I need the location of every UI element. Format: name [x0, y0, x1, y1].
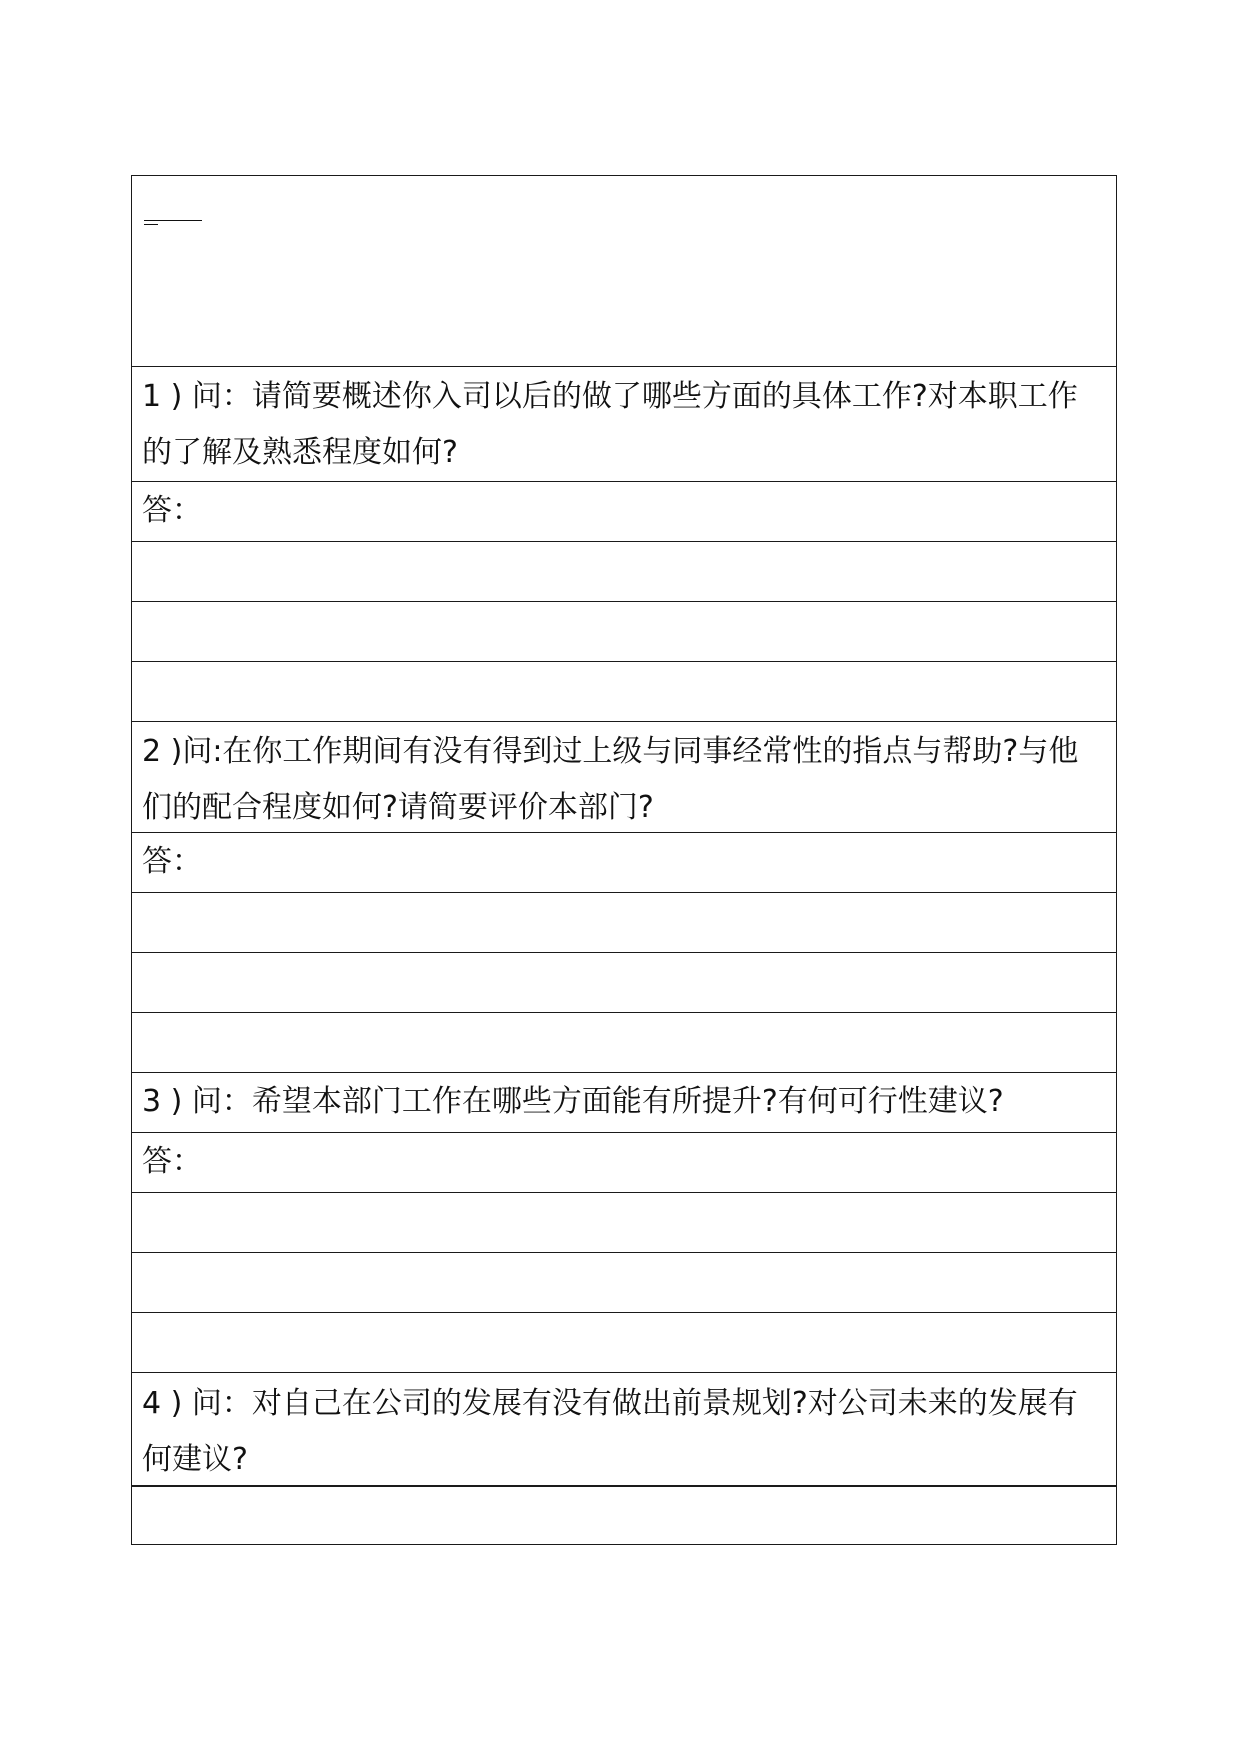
answer-3-line[interactable] [132, 1192, 1116, 1252]
header-cell [132, 176, 1116, 366]
answer-1-label: 答： [142, 493, 202, 528]
review-form-table [131, 175, 1117, 1545]
answer-1-line[interactable] [132, 601, 1116, 661]
question-1-cell [132, 366, 1116, 481]
answer-2-label: 答： [142, 844, 202, 879]
question-2-cell [132, 721, 1116, 832]
answer-1-line[interactable] [132, 661, 1116, 721]
answer-2-line[interactable] [132, 1012, 1116, 1072]
header-mark [144, 220, 202, 226]
question-3-cell [132, 1072, 1116, 1132]
answer-1-label-cell[interactable] [132, 481, 1116, 541]
answer-3-line[interactable] [132, 1252, 1116, 1312]
answer-2-line[interactable] [132, 892, 1116, 952]
question-4-cell [132, 1372, 1116, 1486]
answer-3-label: 答： [142, 1144, 202, 1179]
answer-3-label-cell[interactable] [132, 1132, 1116, 1192]
question-1-text: 1 ) 问：请简要概述你入司以后的做了哪些方面的具体工作?对本职工作的了解及熟悉程度如何? [142, 379, 1078, 470]
question-3-text: 3 ) 问：希望本部门工作在哪些方面能有所提升?有何可行性建议? [142, 1084, 1004, 1119]
question-2-text: 2 )问:在你工作期间有没有得到过上级与同事经常性的指点与帮助?与他们的配合程度如何?请简要评价本部门? [142, 734, 1079, 825]
answer-2-line[interactable] [132, 952, 1116, 1012]
answer-4-line[interactable] [132, 1486, 1116, 1544]
answer-1-line[interactable] [132, 541, 1116, 601]
question-4-text: 4 ) 问：对自己在公司的发展有没有做出前景规划?对公司未来的发展有何建议? [142, 1386, 1078, 1477]
answer-3-line[interactable] [132, 1312, 1116, 1372]
answer-2-label-cell[interactable] [132, 832, 1116, 892]
